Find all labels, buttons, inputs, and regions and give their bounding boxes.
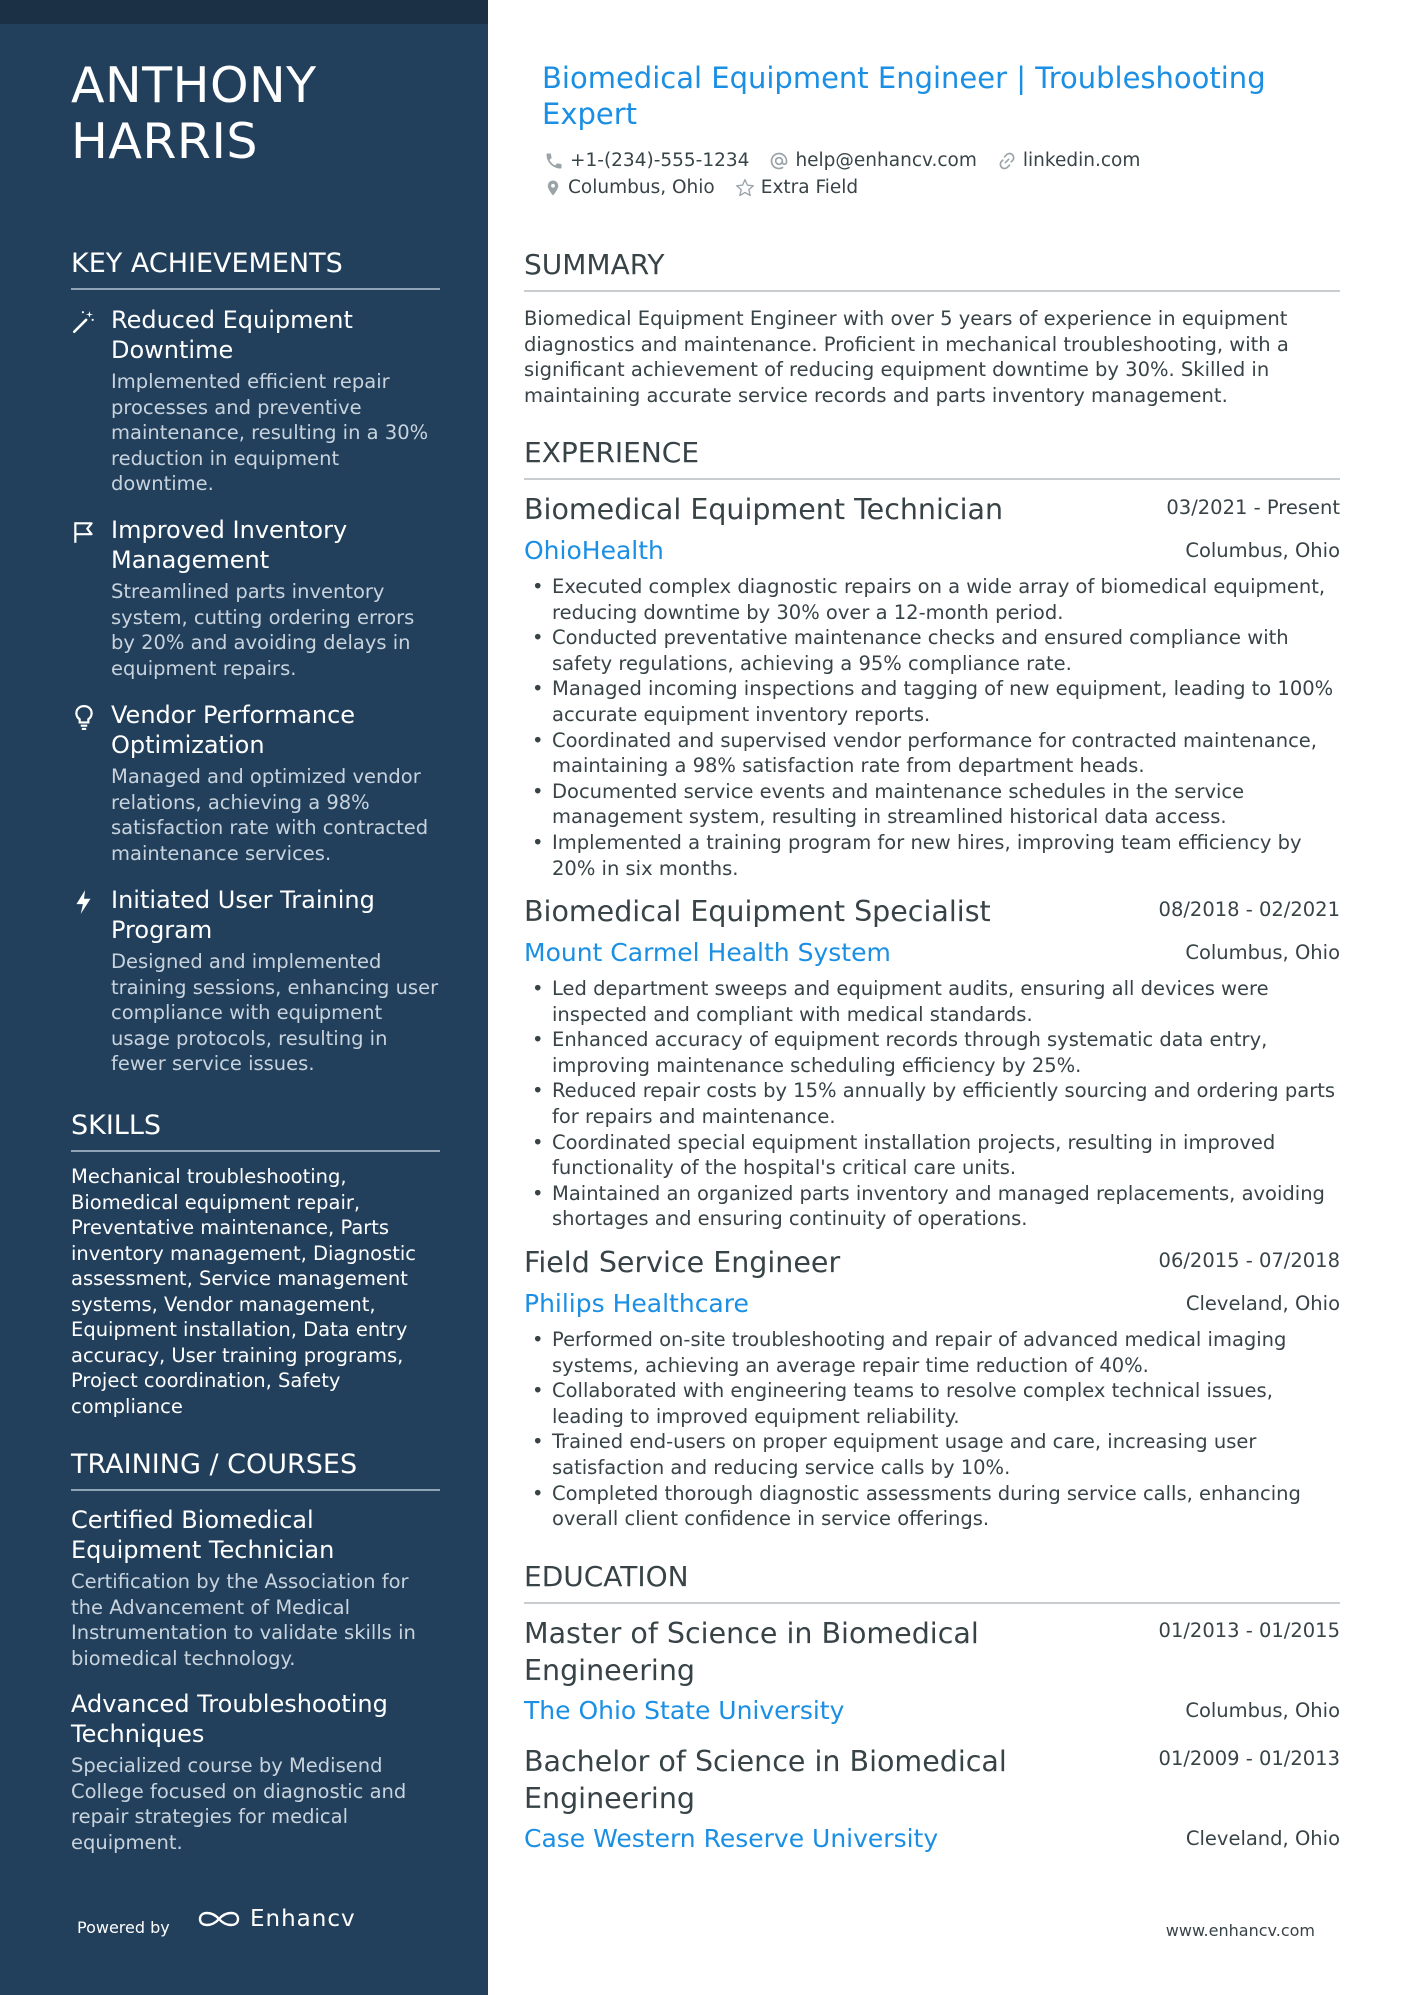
course-title: Advanced Troubleshooting Techniques: [71, 1690, 388, 1748]
course-description: Certification by the Association for the Advancement of Medical Instrumentation to validate skills in biomedical technology.: [71, 1570, 416, 1670]
list-item: • Reduced repair costs by 15% annually by efficiently sourcing and ordering parts for repairs and maintenance.: [524, 1078, 1340, 1129]
location-contact: [544, 177, 715, 198]
degree-title: Bachelor of Science in Biomedical Engineering: [524, 1745, 1007, 1815]
list-item: • Maintained an organized parts inventory and managed replacements, avoiding shortages and ensuring continuity of operations.: [524, 1181, 1340, 1232]
school-name[interactable]: Case Western Reserve University: [524, 1824, 939, 1853]
location-text: Columbus, Ohio: [568, 177, 715, 198]
sidebar: [0, 0, 488, 1995]
degree-dates: 01/2013 - 01/2015: [1158, 1619, 1340, 1642]
list-item: • Managed incoming inspections and tagging of new equipment, leading to 100% accurate equipment inventory reports.: [524, 676, 1340, 727]
list-item: • Enhanced accuracy of equipment records through systematic data entry, improving maintenance scheduling efficiency by 25%.: [524, 1027, 1340, 1078]
list-item: • Coordinated and supervised vendor performance for contracted maintenance, maintaining a 98% satisfaction rate from department heads.: [524, 728, 1340, 779]
job-location: Columbus, Ohio: [1185, 539, 1340, 562]
job-dates: 08/2018 - 02/2021: [1158, 898, 1340, 921]
job-company[interactable]: Mount Carmel Health System: [524, 938, 891, 967]
achievement-description: Implemented efficient repair processes and preventive maintenance, resulting in a 30% reduction in equipment downtime.: [111, 370, 429, 495]
job-location: Columbus, Ohio: [1185, 941, 1340, 964]
achievement-item: [71, 515, 443, 681]
list-item: • Coordinated special equipment installation projects, resulting in improved functionality of the hospital's critical care units.: [524, 1130, 1340, 1181]
powered-by-label: Powered by: [77, 1918, 170, 1937]
list-item: • Trained end-users on proper equipment usage and care, increasing user satisfaction and reducing service calls by 10%.: [524, 1429, 1340, 1480]
key-achievements-heading: KEY ACHIEVEMENTS: [71, 247, 440, 290]
list-item: • Executed complex diagnostic repairs on a wide array of biomedical equipment, reducing downtime by 30% over a 12-month period.: [524, 574, 1340, 625]
flag-icon: [71, 519, 97, 545]
star-icon: [735, 178, 755, 198]
achievement-item: [71, 700, 443, 866]
job-dates: 03/2021 - Present: [1166, 496, 1340, 519]
school-location: Cleveland, Ohio: [1185, 1827, 1340, 1850]
link-icon: [997, 151, 1017, 171]
education-heading: EDUCATION: [524, 1560, 1340, 1604]
job-title: Biomedical Equipment Specialist: [524, 895, 991, 928]
list-item: • Completed thorough diagnostic assessments during service calls, enhancing overall client confidence in service offerings.: [524, 1481, 1340, 1532]
list-item: • Performed on-site troubleshooting and repair of advanced medical imaging systems, achieving an average repair time reduction of 40%.: [524, 1327, 1340, 1378]
summary-text: Biomedical Equipment Engineer with over 5 years of experience in equipment diagnostics and maintenance. Proficient in mechanical troubleshooting, with a significant achievement of reducing equipment downtime by 30%. Skilled in maintaining accurate service records and parts inventory management.: [524, 307, 1289, 407]
contact-row-1: [544, 150, 1160, 171]
magic-wand-icon: [71, 309, 97, 335]
candidate-name: [71, 58, 471, 170]
job-bullets: [524, 1327, 1340, 1532]
achievement-title: Reduced Equipment Downtime: [111, 306, 353, 364]
school-location: Columbus, Ohio: [1185, 1699, 1340, 1722]
linkedin-text: linkedin.com: [1022, 150, 1141, 171]
school-name[interactable]: The Ohio State University: [524, 1696, 845, 1725]
phone-text: +1-(234)-555-1234: [570, 150, 750, 171]
degree-title: Master of Science in Biomedical Engineering: [524, 1617, 979, 1687]
skills-heading: SKILLS: [71, 1109, 440, 1152]
achievement-description: Designed and implemented training sessions, enhancing user compliance with equipment usage protocols, resulting in fewer service issues.: [111, 950, 439, 1075]
job-title: Biomedical Equipment Technician: [524, 493, 1004, 526]
course-item: [71, 1505, 443, 1671]
course-description: Specialized course by Medisend College focused on diagnostic and repair strategies for medical equipment.: [71, 1754, 407, 1854]
sidebar-top-bar: [0, 0, 488, 24]
degree-dates: 01/2009 - 01/2013: [1158, 1747, 1340, 1770]
achievement-title: Improved Inventory Management: [111, 516, 348, 574]
training-heading: TRAINING / COURSES: [71, 1448, 440, 1491]
achievement-item: [71, 305, 443, 497]
phone-icon: [544, 151, 564, 171]
enhancv-logo-text: Enhancv: [250, 1906, 356, 1932]
achievement-description: Streamlined parts inventory system, cutting ordering errors by 20% and avoiding delays in equipment repairs.: [111, 580, 415, 680]
lightbulb-icon: [71, 704, 97, 730]
experience-heading: EXPERIENCE: [524, 436, 1340, 480]
email-text: help@enhancv.com: [795, 150, 977, 171]
enhancv-logo[interactable]: [196, 1906, 356, 1932]
job-company[interactable]: Philips Healthcare: [524, 1289, 749, 1318]
skills-list: Mechanical troubleshooting, Biomedical equipment repair, Preventative maintenance, Parts inventory management, Diagnostic assessment, Service management systems, Vendor management, Equipment installation, Data entry accuracy, User training programs, Project coordination, Safety compliance: [71, 1165, 417, 1418]
achievement-title: Initiated User Training Program: [111, 886, 375, 944]
list-item: • Collaborated with engineering teams to resolve complex technical issues, leading to improved equipment reliability.: [524, 1378, 1340, 1429]
lightning-bolt-icon: [71, 889, 97, 915]
name-first: ANTHONY: [71, 57, 317, 114]
job-title: Field Service Engineer: [524, 1246, 841, 1279]
job-dates: 06/2015 - 07/2018: [1158, 1249, 1340, 1272]
at-sign-icon: [769, 151, 789, 171]
summary-heading: SUMMARY: [524, 248, 1340, 292]
name-last: HARRIS: [71, 113, 259, 170]
footer-url[interactable]: www.enhancv.com: [1165, 1921, 1315, 1940]
list-item: • Implemented a training program for new hires, improving team efficiency by 20% in six months.: [524, 830, 1340, 881]
linkedin-contact[interactable]: [997, 150, 1140, 171]
extra-field-contact: [735, 177, 858, 198]
list-item: • Documented service events and maintenance schedules in the service management system, resulting in streamlined historical data access.: [524, 779, 1340, 830]
location-pin-icon: [544, 178, 562, 198]
job-bullets: [524, 574, 1340, 881]
email-contact[interactable]: [769, 150, 976, 171]
headline: Biomedical Equipment Engineer | Troubleshooting Expert: [542, 61, 1266, 131]
contact-row-2: [544, 177, 878, 198]
job-company[interactable]: OhioHealth: [524, 536, 664, 565]
job-bullets: [524, 976, 1340, 1232]
course-item: [71, 1689, 443, 1855]
extra-field-text: Extra Field: [760, 177, 859, 198]
job-location: Cleveland, Ohio: [1185, 1292, 1340, 1315]
list-item: • Led department sweeps and equipment audits, ensuring all devices were inspected and compliant with medical standards.: [524, 976, 1340, 1027]
enhancv-logo-icon: [196, 1907, 242, 1931]
achievement-title: Vendor Performance Optimization: [111, 701, 356, 759]
phone-contact[interactable]: [544, 150, 749, 171]
achievement-description: Managed and optimized vendor relations, achieving a 98% satisfaction rate with contracted maintenance services.: [111, 765, 429, 865]
list-item: • Conducted preventative maintenance checks and ensured compliance with safety regulations, achieving a 95% compliance rate.: [524, 625, 1340, 676]
achievement-item: [71, 885, 443, 1077]
course-title: Certified Biomedical Equipment Technician: [71, 1506, 335, 1564]
